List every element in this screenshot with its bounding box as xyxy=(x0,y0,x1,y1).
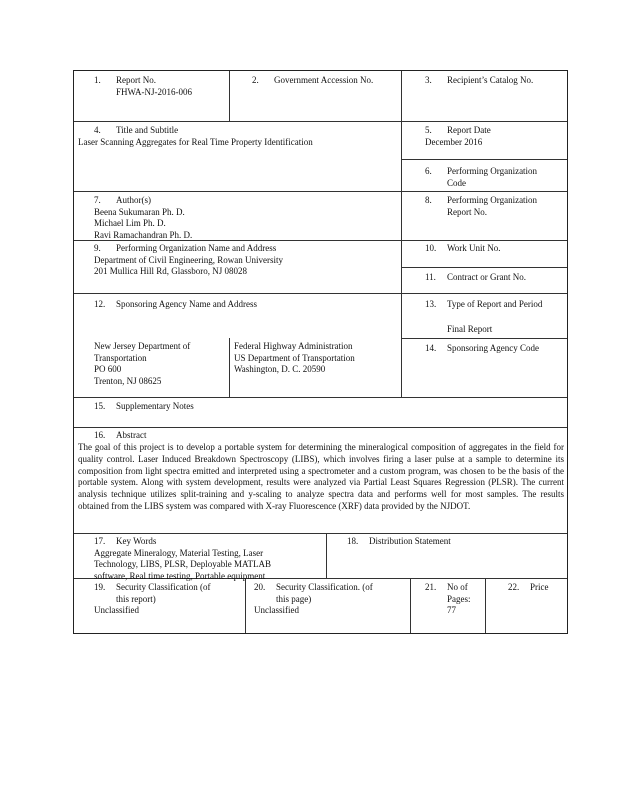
field-9-number: 9. xyxy=(94,243,101,253)
field-19-label: Security Classification (of xyxy=(116,582,211,592)
author-3: Ravi Ramachandran Ph. D. xyxy=(94,229,193,240)
field-18-number: 18. xyxy=(347,536,359,546)
field-4-title-subtitle xyxy=(78,125,313,148)
rule-f10 xyxy=(401,267,567,268)
field-11-contract-grant xyxy=(425,272,526,284)
field-8-label: Performing Organization xyxy=(447,195,538,205)
security-page-value: Unclassified xyxy=(254,605,299,615)
field-10-number: 10. xyxy=(425,243,437,253)
field-5-label: Report Date xyxy=(447,125,491,135)
field-16-label: Abstract xyxy=(116,430,147,440)
rule-col-right xyxy=(401,71,402,397)
technical-report-documentation-form xyxy=(73,70,568,634)
field-21-label-cont: Pages: xyxy=(447,593,471,604)
field-14-sponsoring-agency-code xyxy=(425,343,539,355)
keywords-line-1: Aggregate Mineralogy, Material Testing, Laser xyxy=(94,547,264,558)
report-number-value: FHWA-NJ-2016-006 xyxy=(116,86,192,97)
field-8-number: 8. xyxy=(425,195,432,205)
field-9-label: Performing Organization Name and Address xyxy=(116,243,277,253)
rule-row6 xyxy=(74,427,567,428)
field-7-authors xyxy=(94,195,192,241)
author-2: Michael Lim Ph. D. xyxy=(94,218,166,228)
field-11-number: 11. xyxy=(425,272,436,282)
field-14-label: Sponsoring Agency Code xyxy=(447,343,539,353)
field-12-sponsoring-agency xyxy=(94,299,257,311)
field-1-report-no xyxy=(94,75,192,98)
rule-col-agencies xyxy=(229,338,230,397)
field-21-label: No of xyxy=(447,582,468,592)
field-19-label-cont: this report) xyxy=(116,593,156,604)
field-20-label: Security Classification. (of xyxy=(276,582,373,592)
rule-col-f19-f20 xyxy=(245,578,246,633)
field-17-key-words xyxy=(94,536,271,582)
field-4-number: 4. xyxy=(94,125,101,135)
fhwa-line-1: Federal Highway Administration xyxy=(234,341,353,351)
report-title-value: Laser Scanning Aggregates for Real Time Property Identification xyxy=(78,136,313,147)
njdot-line-1: New Jersey Department of xyxy=(94,341,191,351)
field-5-report-date xyxy=(425,125,491,148)
field-15-number: 15. xyxy=(94,401,106,411)
field-2-label: Government Accession No. xyxy=(274,75,374,85)
abstract-text: The goal of this project is to develop a portable system for determining the mineralogical composition of aggregates in the field for quality control. Laser Induced Breakdown Spectroscopy (LIBS), which involves firing a laser pulse at a sample to determine its composition from light spectra emitted and interpreted using a spectrometer and a custom program, was chosen to be the basis of the portable system. Along with system development, results were analyzed via Partial Least Squares Regression (PLSR). The current analysis technique utilizes split-training and y-scaling to analyze spectra data and performs well for most samples. The results obtained from the LIBS system was compared with X-ray Fluorescence (XRF) data provided by the NJDOT. xyxy=(78,442,564,511)
field-21-number: 21. xyxy=(425,582,437,592)
rule-row5 xyxy=(74,397,567,398)
sponsor-agency-njdot xyxy=(94,341,190,387)
keywords-line-2: Technology, LIBS, PLSR, Deployable MATLAB xyxy=(94,559,272,569)
sponsor-agency-fhwa xyxy=(234,341,355,376)
field-3-number: 3. xyxy=(425,75,432,85)
field-7-label: Author(s) xyxy=(116,195,151,205)
field-3-recipient-catalog xyxy=(425,75,533,87)
rule-f5 xyxy=(401,159,567,160)
rule-col-f1-f2 xyxy=(229,71,230,121)
field-22-number: 22. xyxy=(508,582,520,592)
performing-org-address: 201 Mullica Hill Rd, Glassboro, NJ 08028 xyxy=(94,266,247,276)
rule-col-f21-f22 xyxy=(485,578,486,633)
fhwa-line-2: US Department of Transportation xyxy=(234,352,355,363)
rule-col-f20-f21 xyxy=(410,578,411,633)
field-10-work-unit xyxy=(425,243,501,255)
field-1-label: Report No. xyxy=(116,75,156,85)
field-1-number: 1. xyxy=(94,75,101,85)
field-15-supplementary-notes xyxy=(94,401,194,413)
rule-row4 xyxy=(74,293,567,294)
rule-row7 xyxy=(74,533,567,534)
field-22-price xyxy=(508,582,549,594)
field-15-label: Supplementary Notes xyxy=(116,401,194,411)
rule-row2 xyxy=(74,191,567,192)
field-14-number: 14. xyxy=(425,343,437,353)
fhwa-line-3: Washington, D. C. 20590 xyxy=(234,364,326,374)
field-20-number: 20. xyxy=(254,582,266,592)
rule-f13 xyxy=(401,338,567,339)
field-12-label: Sponsoring Agency Name and Address xyxy=(116,299,257,309)
field-8-performing-org-report xyxy=(425,195,537,218)
field-8-label-cont: Report No. xyxy=(447,206,487,217)
njdot-line-3: PO 600 xyxy=(94,364,122,374)
field-17-number: 17. xyxy=(94,536,106,546)
field-13-report-type xyxy=(425,299,542,335)
rule-col-f17-f18 xyxy=(326,533,327,578)
field-20-security-page xyxy=(254,582,373,617)
field-10-label: Work Unit No. xyxy=(447,243,501,253)
field-18-distribution-statement xyxy=(347,536,451,548)
field-13-number: 13. xyxy=(425,299,437,309)
page-count-value: 77 xyxy=(447,605,456,615)
field-5-number: 5. xyxy=(425,125,432,135)
field-7-number: 7. xyxy=(94,195,101,205)
field-17-label: Key Words xyxy=(116,536,157,546)
field-9-performing-org-address xyxy=(94,243,283,278)
rule-row1 xyxy=(74,121,567,122)
field-2-government-accession xyxy=(252,75,373,87)
field-12-number: 12. xyxy=(94,299,106,309)
report-type-value: Final Report xyxy=(447,323,493,334)
field-16-number: 16. xyxy=(94,430,106,440)
field-16-abstract-heading xyxy=(94,430,147,442)
abstract-body xyxy=(78,442,564,513)
keywords-line-3: software, Real time testing, Portable equipment xyxy=(94,570,266,581)
author-1: Beena Sukumaran Ph. D. xyxy=(94,206,185,217)
field-6-label: Performing Organization xyxy=(447,166,538,176)
field-3-label: Recipient’s Catalog No. xyxy=(447,75,534,85)
field-11-label: Contract or Grant No. xyxy=(447,272,526,282)
field-4-label: Title and Subtitle xyxy=(116,125,179,135)
field-19-security-report xyxy=(94,582,210,617)
field-6-number: 6. xyxy=(425,166,432,176)
security-report-value: Unclassified xyxy=(94,605,139,615)
njdot-line-2: Transportation xyxy=(94,352,147,363)
field-18-label: Distribution Statement xyxy=(369,536,451,546)
field-20-label-cont: this page) xyxy=(276,593,312,604)
field-6-label-cont: Code xyxy=(447,177,466,188)
field-13-label: Type of Report and Period xyxy=(447,299,543,309)
njdot-line-4: Trenton, NJ 08625 xyxy=(94,375,162,386)
field-22-label: Price xyxy=(530,582,549,592)
report-date-value: December 2016 xyxy=(425,136,483,147)
performing-org-name: Department of Civil Engineering, Rowan University xyxy=(94,254,283,265)
field-19-number: 19. xyxy=(94,582,106,592)
field-21-number-of-pages xyxy=(425,582,471,617)
field-6-performing-org-code xyxy=(425,166,537,189)
field-2-number: 2. xyxy=(252,75,259,85)
